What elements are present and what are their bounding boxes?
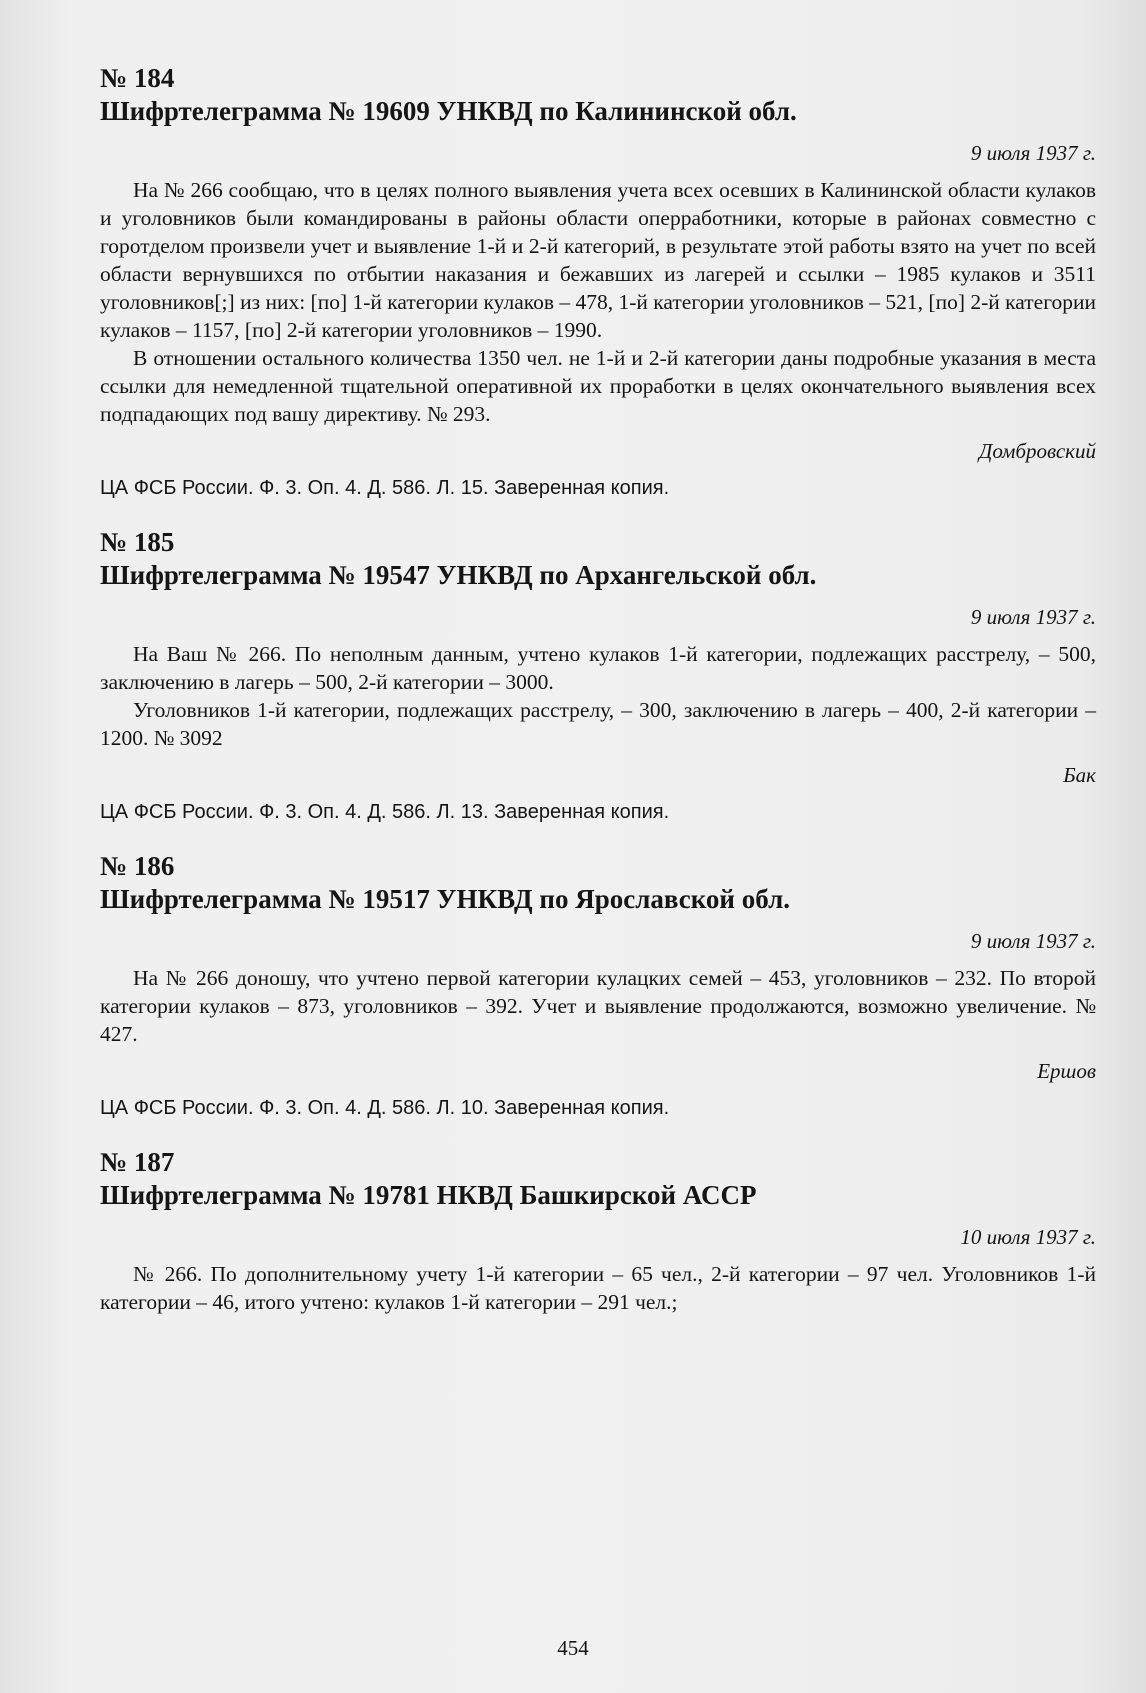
signature: Домбровский — [978, 439, 1096, 463]
signature: Ершов — [1037, 1059, 1096, 1083]
page-content — [100, 50, 1096, 1316]
document-186 — [100, 850, 1096, 1122]
document-date: 10 июля 1937 г. — [960, 1225, 1096, 1249]
document-187 — [100, 1146, 1096, 1316]
document-number: № 186 — [100, 851, 175, 881]
archive-source: ЦА ФСБ России. Ф. 3. Оп. 4. Д. 586. Л. 10. Заверенная копия. — [100, 1097, 670, 1119]
document-title: Шифртелеграмма № 19781 НКВД Башкирской АССР — [100, 1180, 757, 1210]
document-title: Шифртелеграмма № 19517 УНКВД по Ярославской обл. — [100, 884, 790, 914]
archive-source: ЦА ФСБ России. Ф. 3. Оп. 4. Д. 586. Л. 15. Заверенная копия. — [100, 477, 670, 499]
document-185 — [100, 526, 1096, 826]
paragraph: № 266. По дополнительному учету 1-й категории – 65 чел., 2-й категории – 97 чел. Уголовников 1-й категории – 46, итого учтено: кулаков 1-й категории – 291 чел.; — [100, 1262, 1096, 1314]
signature: Бак — [1063, 763, 1096, 787]
document-title: Шифртелеграмма № 19547 УНКВД по Архангельской обл. — [100, 560, 817, 590]
paragraph: В отношении остального количества 1350 чел. не 1-й и 2-й категории даны подробные указания в места ссылки для немедленной тщательной оперативной их проработки в целях окончательного выявления всех подпадающих под вашу директиву. № 293. — [100, 346, 1096, 426]
paragraph: На № 266 доношу, что учтено первой категории кулацких семей – 453, уголовников – 232. По второй категории кулаков – 873, уголовников – 392. Учет и выявление продолжаются, возможно увеличение. № 427. — [100, 966, 1096, 1046]
page-number: 454 — [557, 1636, 589, 1660]
paragraph: На Ваш № 266. По неполным данным, учтено кулаков 1-й категории, подлежащих расстрелу, – 500, заключению в лагерь – 500, 2-й категории – 3000. — [100, 642, 1096, 694]
document-title: Шифртелеграмма № 19609 УНКВД по Калининской обл. — [100, 96, 797, 126]
document-184 — [100, 62, 1096, 502]
archive-source: ЦА ФСБ России. Ф. 3. Оп. 4. Д. 586. Л. 13. Заверенная копия. — [100, 801, 670, 823]
document-date: 9 июля 1937 г. — [970, 141, 1096, 165]
document-number: № 187 — [100, 1147, 175, 1177]
document-date: 9 июля 1937 г. — [970, 929, 1096, 953]
document-number: № 184 — [100, 63, 175, 93]
document-number: № 185 — [100, 527, 175, 557]
document-date: 9 июля 1937 г. — [970, 605, 1096, 629]
paragraph: На № 266 сообщаю, что в целях полного выявления учета всех осевших в Калининской области кулаков и уголовников были командированы в районы области оперработники, которые в районах совместно с горотделом произвели учет и выявление 1-й и 2-й категорий, в результате этой работы взято на учет по всей области вернувшихся по отбытии наказания и бежавших из лагерей и ссылки – 1985 кулаков и 3511 уголовников[;] из них: [по] 1-й категории кулаков – 478, 1-й категории уголовников – 521, [по] 2-й категории кулаков – 1157, [по] 2-й категории уголовников – 1990. — [100, 178, 1096, 342]
paragraph: Уголовников 1-й категории, подлежащих расстрелу, – 300, заключению в лагерь – 400, 2-й категории – 1200. № 3092 — [100, 698, 1096, 750]
